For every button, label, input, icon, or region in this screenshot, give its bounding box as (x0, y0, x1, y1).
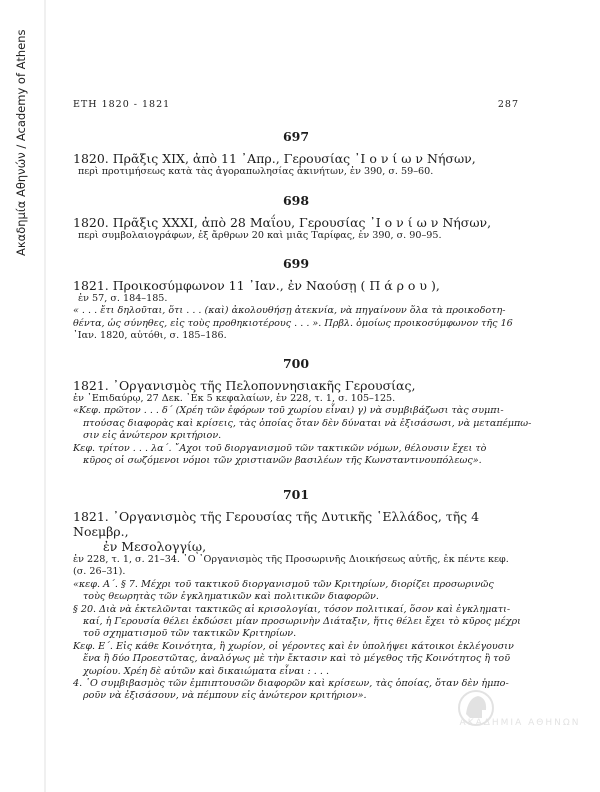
side-watermark (14, 29, 28, 256)
entry-title: 1820. Πρᾶξις XXXI, ἀπὸ 28 Μαΐου, Γερουσίας ᾿Ι ο ν ί ω ν Νήσων, (73, 215, 492, 230)
entry-quote-line: « . . . ἔτι δηλοῦται, ὅτι . . . (καὶ) ἀκολουθήσῃ ἀτεκνία, νὰ πηγαίνουν ὅλα τὰ προικοδοτη- (73, 305, 506, 317)
entry-number: 698 (282, 193, 310, 208)
entry-quote-line: καί, ἡ Γερουσία θέλει ἐκδώσει μίαν προσωρινὴν Διάταξιν, ἥτις θέλει ἔχει τὸ κῦρος μέχρι (83, 616, 521, 628)
entry-title: 1821. ᾿Οργανισμὸς τῆς Γερουσίας τῆς Δυτικῆς ῾Ελλάδος, τῆς 4 Νοεμβρ., (73, 509, 480, 539)
entry-quote-line: πτούσας διαφορὰς καὶ κρίσεις, τὰς ὁποίας ὅταν δὲν δύναται νὰ ἐξισάσωσι, νὰ μεταπέμπω- (83, 417, 532, 429)
entry-701 (73, 487, 519, 703)
entry-quote-line: «κεφ. Α´. § 7. Μέχρι τοῦ τακτικοῦ διοργανισμοῦ τῶν Κριτηρίων, διορίζει προσωρινῶς (73, 578, 494, 590)
logo-text: ΑΚΑΔΗΜΙΑ ΑΘΗΝΩΝ (459, 718, 581, 728)
entry-quote-line: κῦρος οἱ σωζόμενοι νόμοι τῶν χριστιανῶν βασιλέων τῆς Κωνσταντινουπόλεως». (83, 455, 482, 467)
entry-700 (73, 356, 532, 467)
entry-quote-line: § 20. Διὰ νὰ ἐκτελῶνται τακτικῶς αἱ κρισολογίαι, τόσον πολιτικαί, ὅσον καὶ ἐγκληματι- (73, 603, 511, 615)
entry-number: 699 (282, 256, 310, 271)
entry-quote-line: θέντα, ὡς σύνηθες, εἰς τοὺς προθηκιοτέρους . . . ». Πρβλ. ὁμοίως προικοσύμφωνον τῆς 16 (73, 317, 513, 329)
academy-logo-watermark (456, 688, 586, 738)
entry-quote-line: σιν εἰς ἀνώτερον κριτήριον. (83, 430, 222, 442)
entry-quote-line: Κεφ. Ε´. Εἰς κάθε Κοινότητα, ἢ χωρίον, οἱ γέροντες καὶ ἐν ὑπολήψει κάτοικοι ἐκλέγουσιν (73, 640, 514, 652)
entry-number: 697 (282, 129, 310, 144)
entry-699 (73, 256, 519, 343)
entry-title-continuation: ἐν Μεσολογγίῳ, (103, 539, 207, 554)
entry-line: ἐν 228, τ. 1, σ. 21–34. ῾Ο ᾿Οργανισμὸς τῆς Προσωρινῆς Διοικήσεως αὐτῆς, ἐκ πέντε κεφ. (73, 554, 509, 565)
entry-title: 1820. Πρᾶξις XIX, ἀπὸ 11 ᾿Απρ., Γερουσίας ᾿Ι ο ν ί ω ν Νήσων, (73, 151, 476, 166)
entry-quote-line: Κεφ. τρίτον . . . λα´. ῎Αχοι τοῦ διοργανισμοῦ τῶν τακτικῶν νόμων, θέλουσιν ἔχει τὸ (73, 442, 487, 454)
entry-title: 1821. ᾿Οργανισμὸς τῆς Πελοποννησιακῆς Γερουσίας, (73, 378, 416, 393)
entry-quote-line: «Κεφ. πρῶτον . . . δ´ (Χρέη τῶν ἐφόρων τοῦ χωρίου εἶναι) γ) νὰ συμβιβάζωσι τὰς συμπι- (73, 405, 504, 417)
entry-quote-line: ροῦν νὰ ἐξισάσουν, νὰ πέμπουν εἰς ἀνώτερον κριτήριον». (83, 690, 367, 702)
entry-number: 700 (282, 356, 310, 371)
page-number: 287 (497, 99, 519, 110)
entry-quote-line: χωρίου. Χρέη δὲ αὐτῶν καὶ δικαιώματα εἶναι : . . . (83, 665, 330, 677)
side-watermark-text: Ακαδημία Αθηνών / Academy of Athens (14, 29, 28, 256)
entry-698 (73, 193, 519, 242)
entry-line: περὶ προτιμήσεως κατὰ τὰς ἀγοραπωλησίας ἀκινήτων, ἐν 390, σ. 59–60. (78, 166, 434, 177)
entry-697 (73, 129, 519, 178)
entry-quote-line: ἕνα ἢ δύο Προεστῶτας, ἀναλόγως μὲ τὴν ἔκτασιν καὶ τὸ μέγεθος τῆς Κοινότητος ἢ τοῦ (83, 653, 511, 665)
entry-title: 1821. Προικοσύμφωνον 11 ᾿Ιαν., ἐν Ναούσῃ ( Π ά ρ ο υ ), (73, 278, 440, 293)
entry-line: ἐν ᾿Επιδαύρῳ, 27 Δεκ. ᾿Εκ 5 κεφαλαίων, ἐν 228, τ. 1, σ. 105–125. (73, 393, 396, 404)
entry-line: ᾿Ιαν. 1820, αὐτόθι, σ. 185–186. (73, 330, 227, 342)
running-head (73, 99, 519, 113)
running-head-title: ΕΤΗ 1820 - 1821 (73, 99, 171, 110)
entry-quote-line: τοῦ σχηματισμοῦ τῶν τακτικῶν Κριτηρίων. (83, 628, 297, 640)
entry-line: ἐν 57, σ. 184–185. (78, 293, 168, 304)
entry-line: (σ. 26–31). (73, 566, 126, 578)
entry-number: 701 (282, 487, 310, 502)
page-edge-shadow (44, 0, 46, 792)
entry-quote-line: τοὺς θεωρητὰς τῶν ἐγκληματικῶν καὶ πολιτικῶν διαφορῶν. (83, 591, 379, 603)
entry-quote-line: 4. ῾Ο συμβιβασμὸς τῶν ἐμπιπτουσῶν διαφορῶν καὶ κρίσεων, τὰς ὁποίας, ὅταν δὲν ἠμπο- (73, 678, 509, 690)
entry-line: περὶ συμβολαιογράφων, ἐξ ἄρθρων 20 καὶ μιᾶς Ταρίφας, ἐν 390, σ. 90–95. (78, 230, 442, 241)
